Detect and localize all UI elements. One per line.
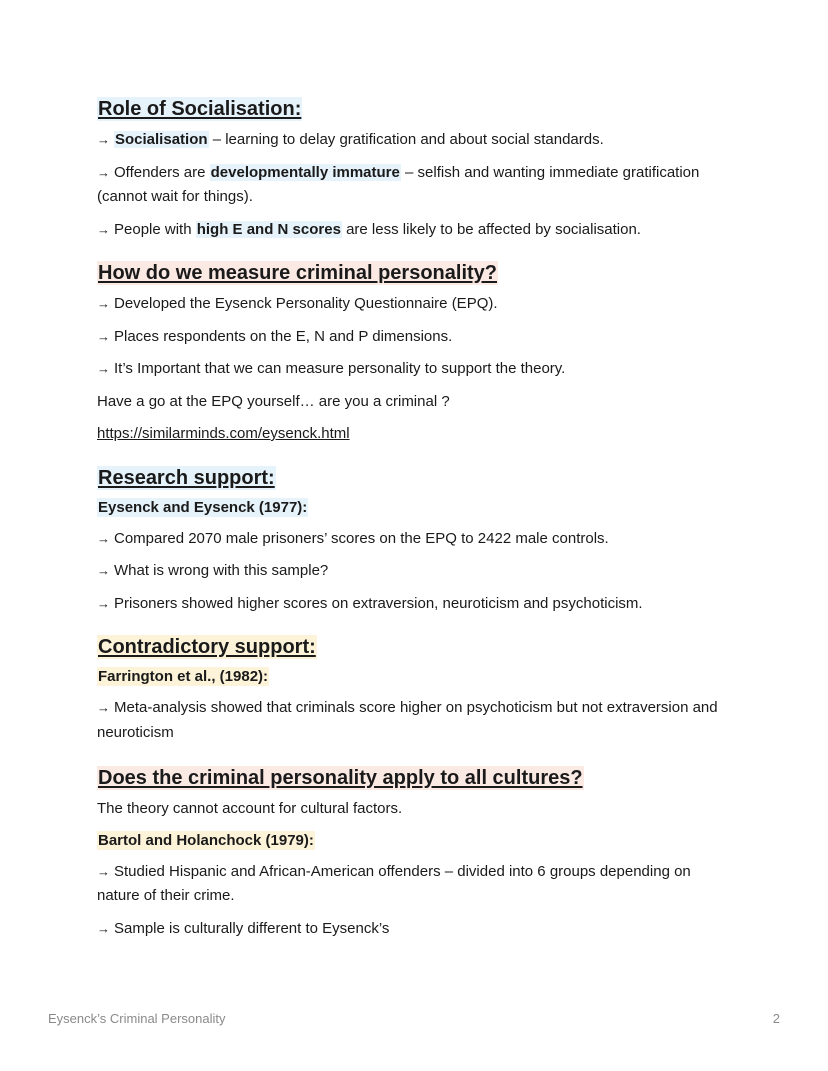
arrow-icon: → [97,530,110,546]
arrow-icon: → [97,328,110,344]
epq-link[interactable]: https://similarminds.com/eysenck.html [97,425,350,442]
bullet-line: → What is wrong with this sample? [97,562,329,579]
bullet-line: → It’s Important that we can measure personality to support the theory. [97,360,566,377]
bullet-line: → Compared 2070 male prisoners’ scores on the EPQ to 2422 male controls. [97,529,609,547]
bullet-line: → People with high E and N scores are less likely to be affected by socialisation. [97,220,641,238]
keyword: developmentally immature [210,163,400,181]
section-research-support [97,465,737,617]
arrow-icon: → [97,221,110,237]
section-heading: Role of Socialisation: [98,98,302,120]
bullet-line: → Studied Hispanic and African-American offenders – divided into 6 groups depending on nature of their crime. [97,862,691,904]
section-measure-criminal-personality [97,260,737,447]
bullet-line: → Developed the Eysenck Personality Questionnaire (EPQ). [97,295,498,312]
bullet-line: → Socialisation – learning to delay gratification and about social standards. [97,131,604,148]
bullet-line: → Offenders are developmentally immature – selfish and wanting immediate gratification (cannot wait for things). [97,163,700,205]
footer-title: Eysenck’s Criminal Personality [48,1011,226,1026]
document-body [97,96,737,941]
section-cultures [97,765,737,941]
arrow-icon: → [97,296,110,311]
study-heading: Farrington et al., (1982): [98,668,269,685]
page-number: 2 [772,1011,780,1026]
keyword: Socialisation [115,131,208,148]
arrow-icon: → [97,863,110,879]
section-contradictory-support [97,634,737,745]
section-heading: How do we measure criminal personality? [98,262,498,284]
section-role-of-socialisation [97,96,737,242]
arrow-icon: → [97,164,110,180]
arrow-icon: → [97,595,110,611]
bullet-line: → Meta-analysis showed that criminals score higher on psychoticism but not extraversion and neuroticism [97,699,718,741]
bullet-line: → Sample is culturally different to Eysenck’s [97,919,390,937]
bullet-line: → Prisoners showed higher scores on extraversion, neuroticism and psychoticism. [97,594,643,612]
arrow-icon: → [97,563,110,578]
section-heading: Does the criminal personality apply to all cultures? [98,767,583,789]
body-text: The theory cannot account for cultural factors. [97,800,403,817]
arrow-icon: → [97,920,110,936]
arrow-icon: → [97,361,110,376]
study-heading: Eysenck and Eysenck (1977): [98,498,308,516]
bullet-line: → Places respondents on the E, N and P dimensions. [97,327,453,345]
study-heading: Bartol and Holanchock (1979): [98,831,314,849]
body-text: Have a go at the EPQ yourself… are you a criminal ? [97,392,450,410]
keyword: high E and N scores [196,220,341,238]
arrow-icon: → [97,700,110,715]
section-heading: Research support: [98,466,275,489]
arrow-icon: → [97,132,110,147]
section-heading: Contradictory support: [98,636,316,658]
